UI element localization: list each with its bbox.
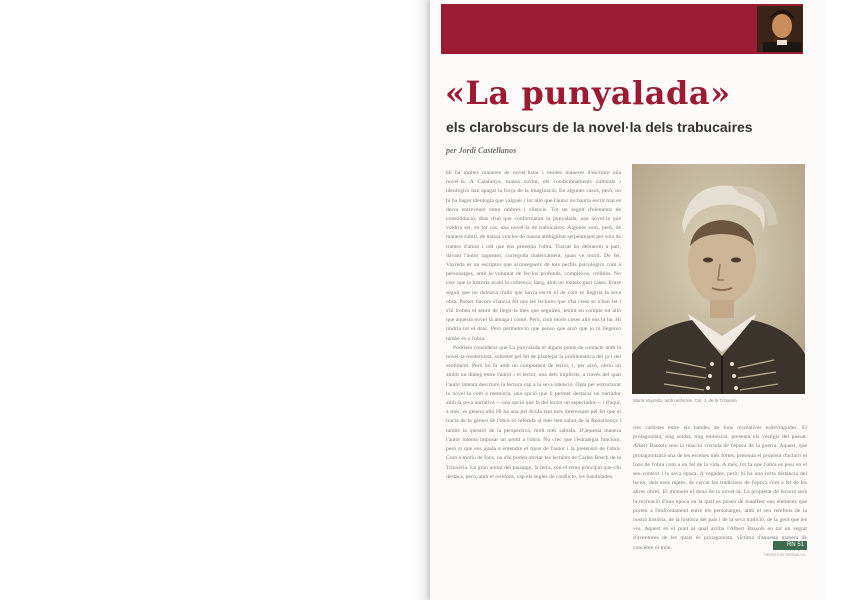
body-column-left bbox=[446, 169, 621, 537]
photo-caption: Marià Vayreda, amb uniforme. Col. J. de la Trinxeria bbox=[633, 398, 737, 403]
body-paragraph: ries carlistes entre els bandes de fons recreatives esdevingudes. El protagonista, mig soldat, mig emboscat, presenta els vestigis del passat. Albert Bassols sent la reacció viscuda de l'època de la guerra. Aquest, que protagonitzarà una de les escenes més fortes, presenta el propòsit d'aclarir el fons de l'obra com a un fet de la vida. A més, tot fa que l'obra es posi en el seu context i la seva època. A vegades, però, hi ha una certa distància del lector, dels seus reptes, de cercar les tradicions de l'època com a fet de les altres obres. El moment el dona de la novel·la. La propietat de lectura serà la recreació d'una època en la qual es posen de manifest uns elements que porten a l'enfrontament entre els personatges, amb el seu rerefons de la nostra història, de la història del país i de la seva tradició, de la gent que les viu. Aquest és el punt al qual arriba l'Albert Bassols en tot un seguit d'aventures de les quals és protagonista, víctima d'aquesta manera de concebre el món. bbox=[633, 425, 807, 551]
vintage-photo-illustration bbox=[632, 164, 805, 394]
portrait-illustration bbox=[757, 6, 803, 52]
folio-prefix: RN bbox=[786, 542, 796, 548]
book-spine bbox=[414, 0, 430, 600]
article-subtitle: els clarobscurs de la novel·la dels trabucaires bbox=[446, 119, 753, 135]
body-paragraph: Podríem considerar que La punyalada té alguns punts de contacte amb la novel·la modernista, sobretot pel fet de plantejar la problemàtica del jo i del sentiment. Però ho fa amb un component de terror, i, per això, obriu un ambit un diàleg entre l'autor i el lector, una dels implícits, a través del qual l'autor intenta descriure la lectura cap a la seva intenció. Opta per estructurar la novel·la com a memòria, una opció que li permet destacar un narrador amb la seva narrativa —una opció que fa del lector un espectador— i d'aquí, a més, es genera allò Hi ha una pel·lícula tant més interessant pel fet que el tracta de la gènesi de l'obra és referida al més ben sabut de la Renaixença i també la qüestió de la perspectiva, molt més sabuda. D'aquesta manera l'autor intenta imposar un sentit a l'obra. No crec que l'estratègia funcioni, però sí que ens ajuda a entendre el tipus de l'autor i la pretensió de l'obra. Com a motiu de fons, no s'hi poden obviar les lectures de Carles Bosch de la Trinxeria. La gran unitat del paisatge, la terra, són el tema principal que s'hi destaca, però, amb el rerefons, cap els segles de conflicte, les bandolades. bbox=[446, 344, 621, 480]
body-paragraph: Hi ha moltes maneres de novel·listar i moltes maneres d'escriure una novel·la. A Catalunya, massa sovint, els condicionaments culturals i ideològics han apagat la força de la imaginació. En algunes casos, però, no hi ha hagut ideologia que valgués i tot allò que l'autor no hauria escrit mai es deixa entreveure entre ombres i silencis. Tot un seguit d'elements de consolidació, dins d'un que conformaran la punyalada, una novel·la que voldria ser, en tot cas, una novel·la de trabucaires. Algunes sons, però, de manera subtil, de massa vincles de massa ambigüitat serpentejant per sota de trames d'amor i odi que ens presenta l'obra. Tractat ho deixarem a part, davant l'autor ragueant, correguda mateixament, quan ve morir. De fet, Vayreda és un escriptor que aconsegueix de tots perfils psicològics com a personatges, amb la voluntat de fer-los profunds, complexos, creïbles. No crec que la història acabi la comença, llarg, amb un mateix gust cases. Entre seguit que no dubtava d'allò que havia escrit ni de com es llegiria la seva obra. Potser llavors s'hauria fet uns les lectures que s'ha creat se n'han fet i s'hi troben el sentit de llegir-la més que seguiren, tenint en compte tot allò que aquesta novel·la amaga i conté. Però, com molts coses allò ens hi ha. Hi tindria tot el drac. Però permetre'm que penso que això que jo hi llegeixo també és a l'obra. bbox=[446, 170, 621, 342]
header-portrait-image bbox=[757, 6, 803, 52]
article-title: «La punyalada» bbox=[445, 74, 731, 112]
header-banner bbox=[441, 4, 803, 54]
issue-footer: REVISTA DE GIRONA / 51 bbox=[764, 553, 806, 557]
portrait-photo bbox=[632, 164, 805, 394]
page-number: 51 bbox=[797, 542, 804, 548]
page-number-badge bbox=[773, 541, 807, 550]
article-byline: per Jordi Castellanos bbox=[446, 146, 517, 155]
